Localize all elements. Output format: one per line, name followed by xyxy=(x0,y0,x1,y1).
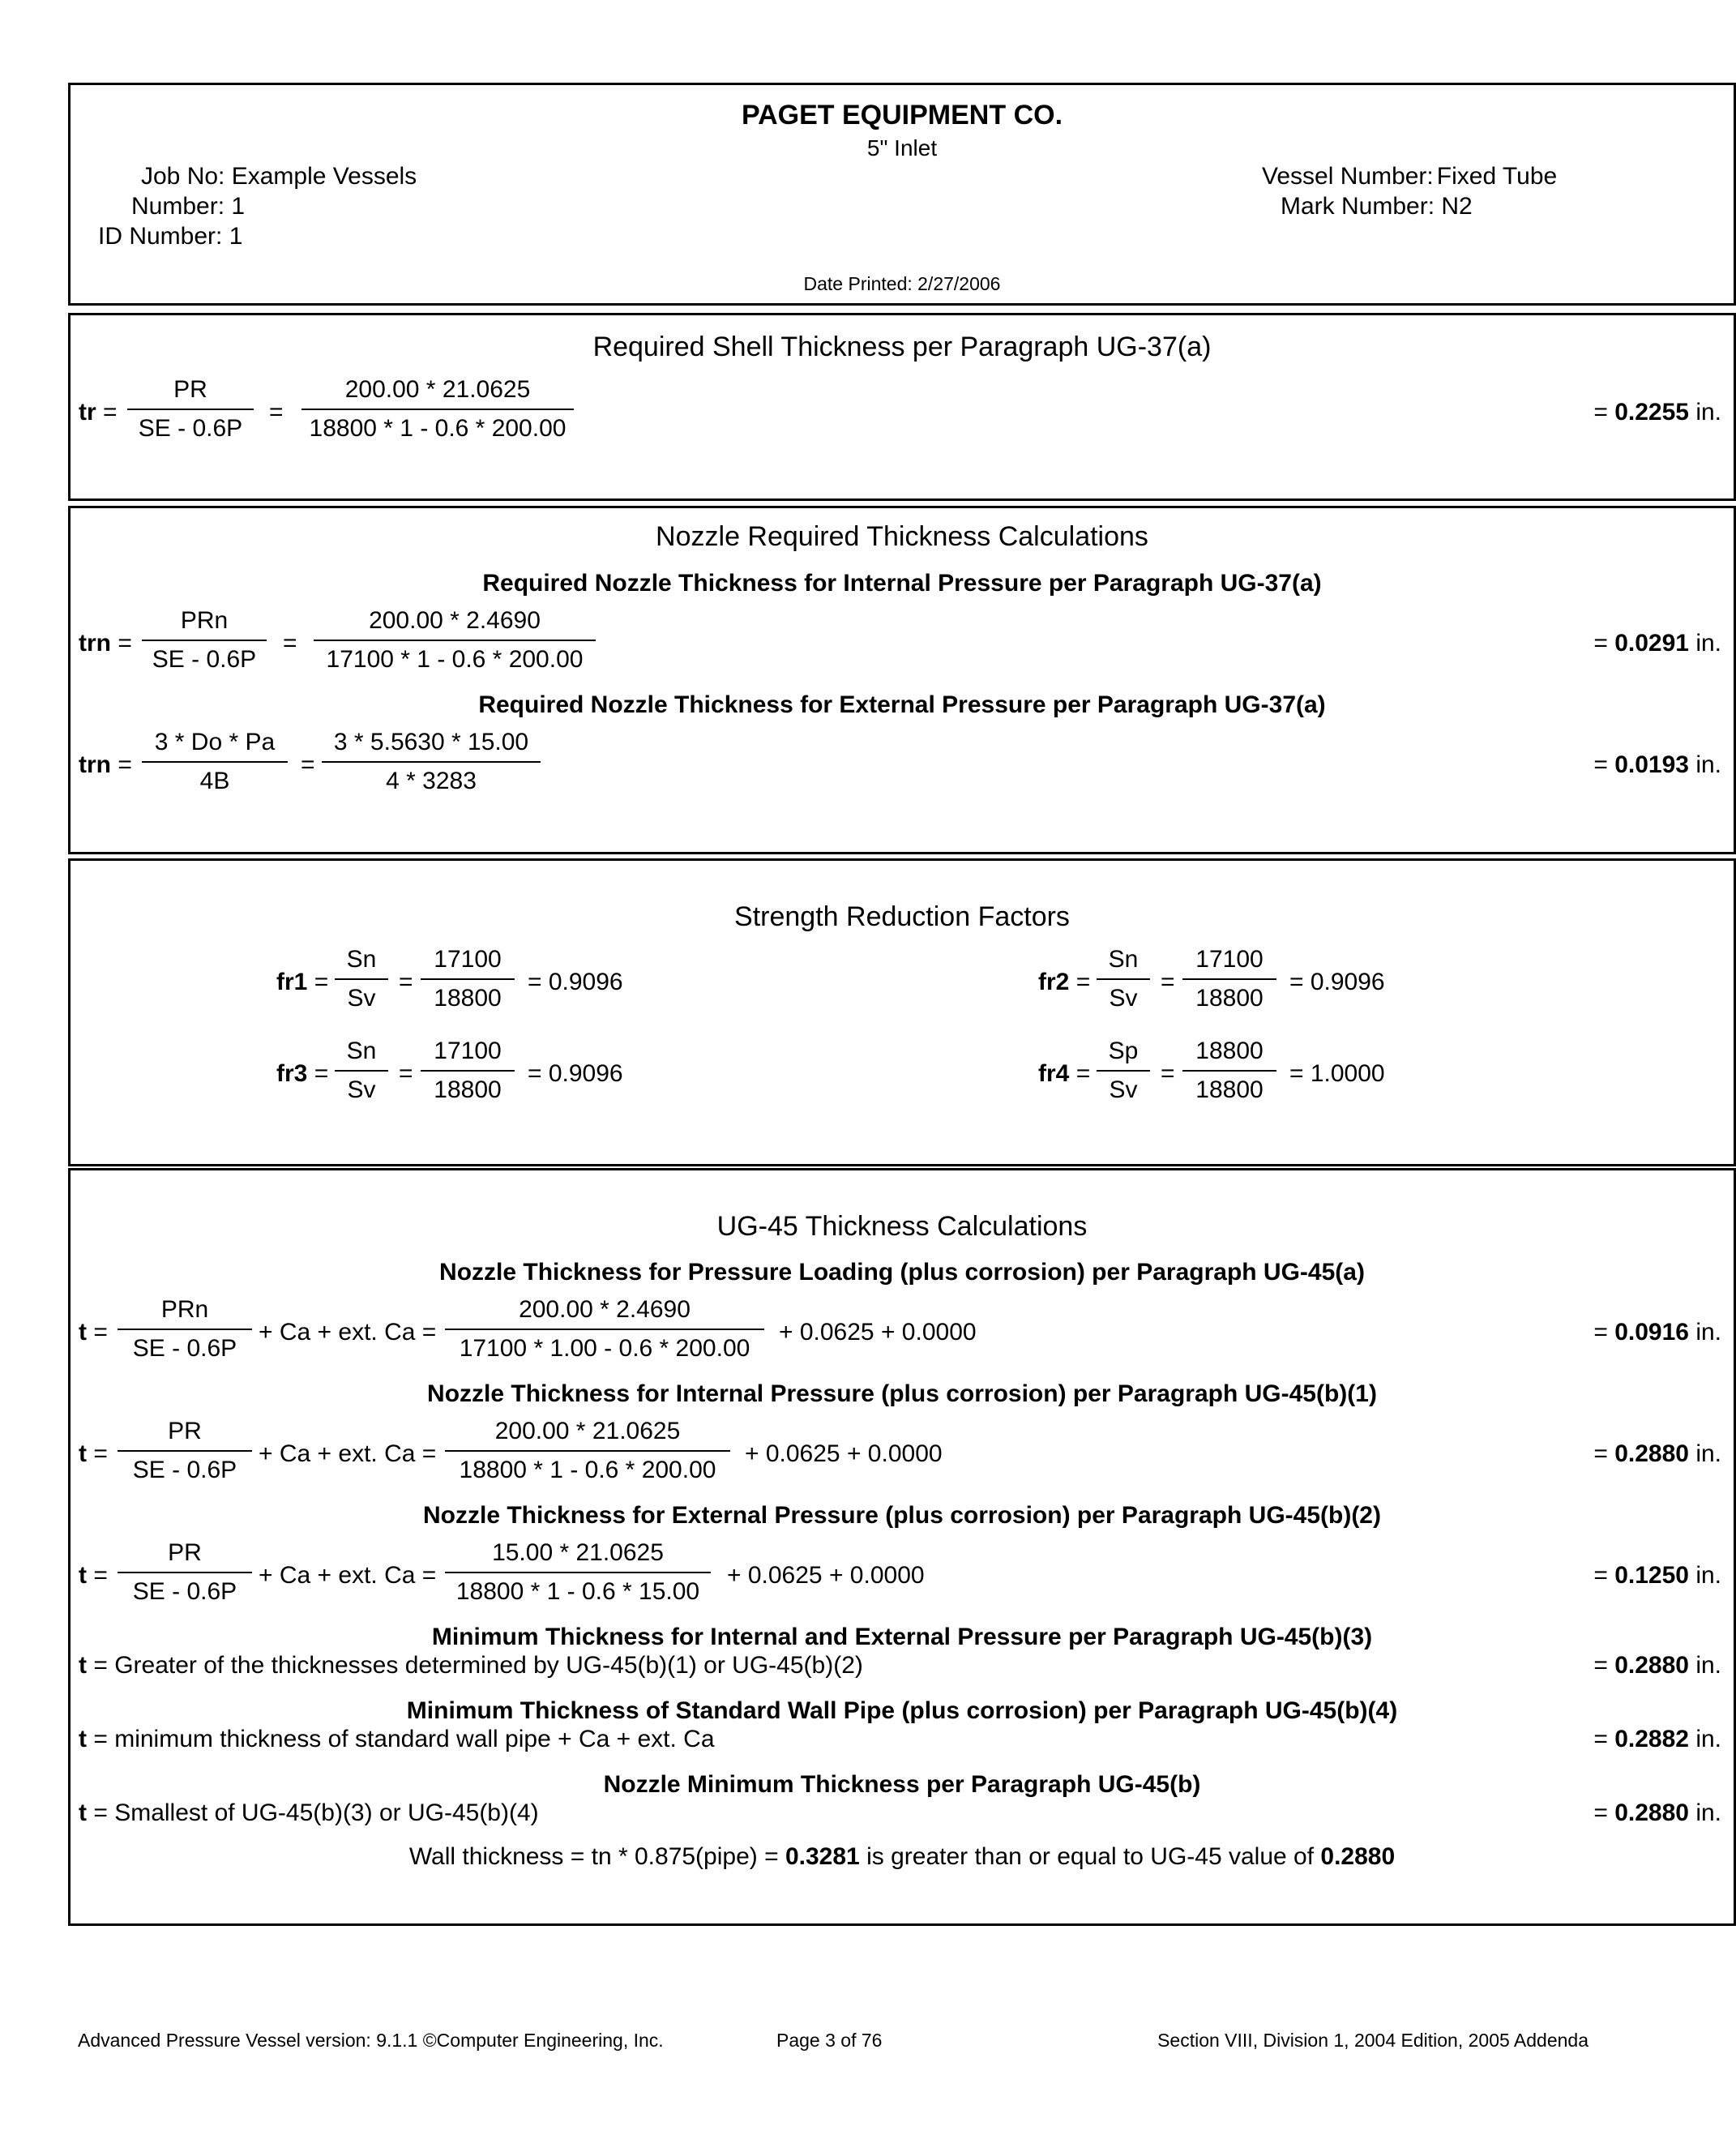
fr2-result: = 0.9096 xyxy=(1289,969,1385,995)
header-box xyxy=(68,83,1736,306)
equals-sign: = xyxy=(93,1562,108,1589)
trn-label xyxy=(79,630,132,657)
trn-symbol: trn xyxy=(79,630,111,657)
ug45b2-heading: Nozzle Thickness for External Pressure (plus corrosion) per Paragraph UG-45(b)(2) xyxy=(423,1502,1381,1529)
t-label xyxy=(79,1440,108,1468)
shell-thickness-section xyxy=(68,313,1736,501)
t-symbol: t xyxy=(79,1799,87,1826)
ug45a-result: = 0.0916 in. xyxy=(1593,1319,1721,1346)
ug45b1-values xyxy=(445,1418,730,1484)
ug45b3-heading: Minimum Thickness for Internal and External Pressure per Paragraph UG-45(b)(3) xyxy=(431,1624,1373,1650)
fr4-result: = 1.0000 xyxy=(1289,1060,1385,1087)
ug45b3-result: = 0.2880 in. xyxy=(1593,1652,1721,1679)
equals-sign: = xyxy=(93,1319,108,1346)
ug45b4-result: = 0.2882 in. xyxy=(1593,1726,1721,1752)
ug45b-result: = 0.2880 in. xyxy=(1593,1799,1721,1826)
fraction-numerator: Sn xyxy=(335,946,388,980)
fr1-values xyxy=(421,946,515,1012)
fr4-values xyxy=(1182,1038,1276,1104)
equals-sign: = xyxy=(118,630,132,657)
unit: in. xyxy=(1695,630,1721,657)
fraction-numerator: PRn xyxy=(118,1296,252,1330)
fraction-numerator: PRn xyxy=(142,607,267,641)
fraction-denominator: 18800 xyxy=(434,1076,502,1103)
fr1-label xyxy=(276,969,328,996)
vessel-number xyxy=(1262,163,1557,190)
plus-ca: + Ca + ext. Ca = xyxy=(259,1562,437,1589)
tr-label xyxy=(79,399,118,426)
shell-formula-fraction xyxy=(127,376,254,443)
strength-section-title: Strength Reduction Factors xyxy=(734,901,1070,932)
strength-reduction-section xyxy=(68,858,1736,1166)
ug45b1-tail: + 0.0625 + 0.0000 xyxy=(745,1440,943,1467)
fraction-denominator: 18800 * 1 - 0.6 * 200.00 xyxy=(459,1457,716,1483)
date-printed: Date Printed: 2/27/2006 xyxy=(803,273,1001,294)
unit: in. xyxy=(1695,1562,1721,1589)
fraction-denominator: SE - 0.6P xyxy=(152,646,257,673)
ug45-section-title: UG-45 Thickness Calculations xyxy=(716,1211,1088,1242)
nozzle-external-result: = 0.0193 in. xyxy=(1593,751,1721,778)
factor-name: fr1 xyxy=(276,969,308,995)
footer-software: Advanced Pressure Vessel version: 9.1.1 ©Computer Engineering, Inc. xyxy=(78,2030,664,2051)
result-value: 0.2880 xyxy=(1614,1440,1689,1467)
factor-name: fr3 xyxy=(276,1060,308,1087)
fraction-denominator: 17100 * 1.00 - 0.6 * 200.00 xyxy=(459,1335,750,1362)
vessel-number-value: Fixed Tube xyxy=(1436,163,1558,190)
statement-text: = Smallest of UG-45(b)(3) or UG-45(b)(4) xyxy=(93,1799,539,1826)
ug45a-tail: + 0.0625 + 0.0000 xyxy=(779,1319,977,1346)
statement-text: = minimum thickness of standard wall pipe + Ca + ext. Ca xyxy=(93,1726,715,1752)
fraction-denominator: SE - 0.6P xyxy=(138,415,243,442)
t-label xyxy=(79,1319,108,1346)
fraction-numerator: 17100 xyxy=(1182,946,1276,980)
fraction-denominator: 18800 xyxy=(1195,985,1264,1012)
ug45b1-heading: Nozzle Thickness for Internal Pressure (plus corrosion) per Paragraph UG-45(b)(1) xyxy=(427,1380,1377,1407)
fraction-numerator: Sn xyxy=(335,1038,388,1072)
t-symbol: t xyxy=(79,1319,87,1346)
fraction-denominator: Sv xyxy=(347,1076,376,1103)
unit: in. xyxy=(1695,399,1721,426)
company-name: PAGET EQUIPMENT CO. xyxy=(741,100,1063,131)
nozzle-internal-result: = 0.0291 in. xyxy=(1593,630,1721,657)
ug45a-heading: Nozzle Thickness for Pressure Loading (plus corrosion) per Paragraph UG-45(a) xyxy=(439,1259,1365,1286)
fraction-denominator: 18800 * 1 - 0.6 * 15.00 xyxy=(455,1578,700,1605)
nozzle-internal-values xyxy=(314,607,596,674)
unit: in. xyxy=(1695,1726,1721,1752)
fraction-numerator: PR xyxy=(118,1418,252,1452)
equals-sign: = xyxy=(1075,1060,1091,1087)
document-subtitle: 5" Inlet xyxy=(866,135,938,160)
fraction-denominator: 18800 xyxy=(434,985,502,1012)
unit: in. xyxy=(1695,1799,1721,1826)
equals-sign: = xyxy=(301,751,315,778)
unit: in. xyxy=(1695,1652,1721,1679)
result-value: 0.2882 xyxy=(1614,1726,1689,1752)
fr1-formula xyxy=(335,946,388,1012)
fraction-numerator: 200.00 * 2.4690 xyxy=(314,607,596,641)
ug45-value: 0.2880 xyxy=(1320,1843,1396,1870)
nozzle-internal-formula xyxy=(142,607,267,674)
ug45b2-formula xyxy=(118,1539,252,1606)
mark-number: Mark Number: N2 xyxy=(1281,193,1473,220)
ug45b2-values xyxy=(445,1539,711,1606)
fr2-label xyxy=(1038,969,1090,996)
equals-sign: = xyxy=(103,399,118,426)
unit: in. xyxy=(1695,1440,1721,1467)
fraction-denominator: 4 * 3283 xyxy=(386,768,477,794)
fr4-formula xyxy=(1097,1038,1150,1104)
footer-code-section: Section VIII, Division 1, 2004 Edition, 2005 Addenda xyxy=(1157,2030,1588,2051)
footer-page-number: Page 3 of 76 xyxy=(776,2030,883,2051)
wall-thickness-prefix: Wall thickness = tn * 0.875(pipe) = xyxy=(408,1843,779,1870)
plus-ca: + Ca + ext. Ca = xyxy=(259,1440,437,1467)
ug45-section xyxy=(68,1168,1736,1926)
ug45b-statement xyxy=(79,1799,539,1827)
plus-ca: + Ca + ext. Ca = xyxy=(259,1319,437,1346)
result-value: 0.0916 xyxy=(1614,1319,1689,1346)
fr3-formula xyxy=(335,1038,388,1104)
nozzle-section-title: Nozzle Required Thickness Calculations xyxy=(656,521,1148,552)
fraction-denominator: Sv xyxy=(347,985,376,1012)
nozzle-required-thickness-section xyxy=(68,506,1736,854)
fraction-denominator: 18800 * 1 - 0.6 * 200.00 xyxy=(309,415,567,442)
equals-sign: = xyxy=(118,751,132,778)
ug45a-formula xyxy=(118,1296,252,1363)
fraction-numerator: 17100 xyxy=(421,1038,515,1072)
ug45a-values xyxy=(445,1296,764,1363)
t-symbol: t xyxy=(79,1562,87,1589)
fr3-label xyxy=(276,1060,328,1088)
ug45b1-formula xyxy=(118,1418,252,1484)
factor-name: fr4 xyxy=(1038,1060,1070,1087)
fraction-numerator: 200.00 * 21.0625 xyxy=(445,1418,730,1452)
nozzle-internal-heading: Required Nozzle Thickness for Internal Pressure per Paragraph UG-37(a) xyxy=(482,570,1322,597)
fraction-numerator: 200.00 * 21.0625 xyxy=(301,376,574,410)
trn-symbol: trn xyxy=(79,751,111,778)
equals-sign: = xyxy=(1161,1060,1175,1087)
result-value: 0.0193 xyxy=(1614,751,1689,778)
result-value: 0.1250 xyxy=(1614,1562,1689,1589)
equals-sign: = xyxy=(399,1060,413,1087)
fr4-label xyxy=(1038,1060,1090,1088)
result-value: 0.0291 xyxy=(1614,630,1689,657)
job-number: Job No: Example Vessels xyxy=(141,163,417,190)
result-value: 0.2255 xyxy=(1614,399,1689,426)
result-value: 0.2880 xyxy=(1614,1652,1689,1679)
fr3-values xyxy=(421,1038,515,1104)
ug45b2-tail: + 0.0625 + 0.0000 xyxy=(727,1562,925,1589)
fr3-result: = 0.9096 xyxy=(528,1060,623,1087)
ug45b2-result: = 0.1250 in. xyxy=(1593,1562,1721,1589)
unit: in. xyxy=(1695,751,1721,778)
fr2-formula xyxy=(1097,946,1150,1012)
wall-thickness-check xyxy=(71,1843,1734,1871)
factor-name: fr2 xyxy=(1038,969,1070,995)
t-label xyxy=(79,1562,108,1590)
wall-thickness-comparison: is greater than or equal to UG-45 value of xyxy=(866,1843,1315,1870)
tr-symbol: tr xyxy=(79,399,96,426)
fraction-denominator: 17100 * 1 - 0.6 * 200.00 xyxy=(326,646,584,673)
result-value: 0.2880 xyxy=(1614,1799,1689,1826)
statement-text: = Greater of the thicknesses determined by UG-45(b)(1) or UG-45(b)(2) xyxy=(93,1652,863,1679)
fraction-denominator: 18800 xyxy=(1195,1076,1264,1103)
fraction-denominator: SE - 0.6P xyxy=(132,1578,237,1605)
fr2-values xyxy=(1182,946,1276,1012)
fraction-numerator: PR xyxy=(127,376,254,410)
equals-sign: = xyxy=(314,1060,329,1087)
equals-sign: = xyxy=(1161,969,1175,995)
fraction-denominator: Sv xyxy=(1109,1076,1138,1103)
fraction-numerator: 3 * 5.5630 * 15.00 xyxy=(322,729,541,763)
t-symbol: t xyxy=(79,1652,87,1679)
fraction-denominator: 4B xyxy=(199,768,230,794)
equals-sign: = xyxy=(93,1440,108,1467)
fraction-numerator: 15.00 * 21.0625 xyxy=(445,1539,711,1573)
fraction-numerator: 200.00 * 2.4690 xyxy=(445,1296,764,1330)
unit: in. xyxy=(1695,1319,1721,1346)
vessel-number-label: Vessel Number: xyxy=(1262,163,1434,190)
shell-result: = 0.2255 in. xyxy=(1593,399,1721,426)
ug45b4-heading: Minimum Thickness of Standard Wall Pipe (plus corrosion) per Paragraph UG-45(b)(4) xyxy=(406,1697,1398,1724)
fr1-result: = 0.9096 xyxy=(528,969,623,995)
fraction-denominator: SE - 0.6P xyxy=(132,1335,237,1362)
number: Number: 1 xyxy=(131,193,246,220)
shell-values-fraction xyxy=(301,376,574,443)
fraction-denominator: Sv xyxy=(1109,985,1138,1012)
fraction-numerator: 3 * Do * Pa xyxy=(142,729,288,763)
ug45b-heading: Nozzle Minimum Thickness per Paragraph UG-45(b) xyxy=(603,1771,1201,1798)
nozzle-external-values xyxy=(322,729,541,795)
fraction-numerator: Sn xyxy=(1097,946,1150,980)
id-number: ID Number: 1 xyxy=(98,223,243,250)
ug45b1-result: = 0.2880 in. xyxy=(1593,1440,1721,1467)
equals-sign: = xyxy=(269,399,284,426)
fraction-denominator: SE - 0.6P xyxy=(132,1457,237,1483)
equals-sign: = xyxy=(399,969,413,995)
t-symbol: t xyxy=(79,1726,87,1752)
shell-section-title: Required Shell Thickness per Paragraph UG-37(a) xyxy=(592,332,1212,362)
fraction-numerator: 17100 xyxy=(421,946,515,980)
fraction-numerator: 18800 xyxy=(1182,1038,1276,1072)
fraction-numerator: PR xyxy=(118,1539,252,1573)
equals-sign: = xyxy=(283,630,297,657)
nozzle-external-formula xyxy=(142,729,288,795)
wall-thickness-value: 0.3281 xyxy=(785,1843,860,1870)
nozzle-external-heading: Required Nozzle Thickness for External Pressure per Paragraph UG-37(a) xyxy=(478,691,1326,718)
ug45b3-statement xyxy=(79,1652,863,1679)
t-symbol: t xyxy=(79,1440,87,1467)
fraction-numerator: Sp xyxy=(1097,1038,1150,1072)
trn-label xyxy=(79,751,132,779)
ug45b4-statement xyxy=(79,1726,715,1753)
equals-sign: = xyxy=(1075,969,1091,995)
equals-sign: = xyxy=(314,969,329,995)
